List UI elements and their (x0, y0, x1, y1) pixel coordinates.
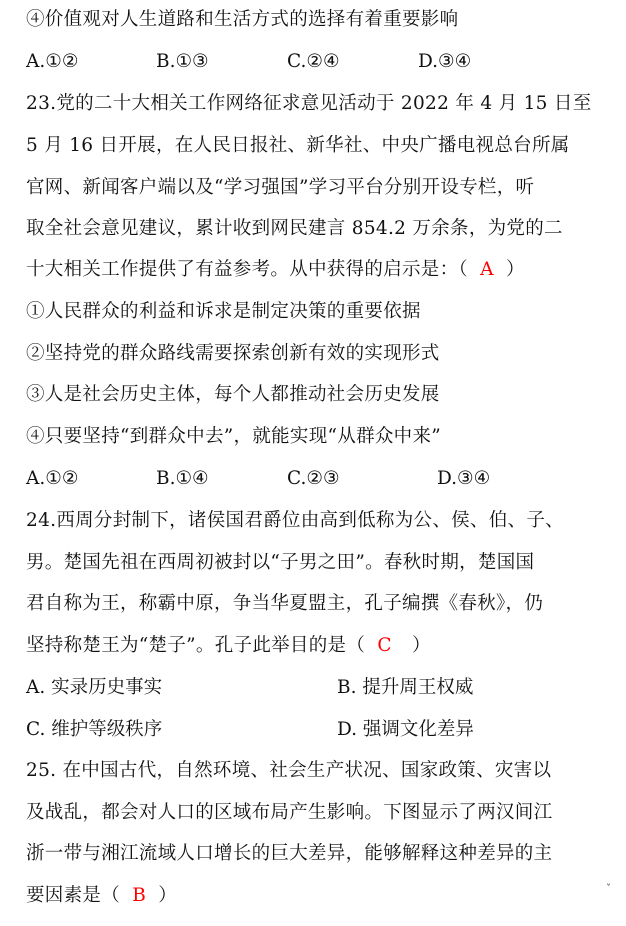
q22-option-c: C.②④ (287, 51, 340, 72)
q24-option-c: C. 维护等级秩序 (26, 719, 163, 740)
q24-answer: C (377, 635, 392, 656)
q24-line: 男。楚国先祖在西周初被封以“子男之田”。春秋时期，楚国国 (26, 552, 535, 573)
q24-option-b: B. 提升周王权威 (337, 677, 474, 698)
q22-option-a: A.①② (26, 51, 79, 72)
q23-option-b: B.①④ (156, 468, 209, 489)
q23-line: 取全社会意见建议，累计收到网民建言 854.2 万余条，为党的二 (26, 218, 563, 239)
q23-statement-4: ④只要坚持“到群众中去”，就能实现“从群众中来” (26, 426, 442, 447)
q25-prompt-text: 要因素是（ (26, 885, 121, 906)
q23-close-paren: ） (506, 259, 525, 280)
q24-line: 24.西周分封制下，诸侯国君爵位由高到低称为公、侯、伯、子、 (26, 510, 564, 531)
q25-prompt (26, 884, 177, 908)
q25-answer: B (132, 885, 147, 906)
q22-option-d: D.③④ (418, 51, 472, 72)
q23-line: 官网、新闻客户端以及“学习强国”学习平台分别开设专栏，听 (26, 177, 535, 198)
q24-prompt (26, 634, 431, 658)
q25-line: 25. 在中国古代，自然环境、社会生产状况、国家政策、灾害以 (26, 760, 552, 781)
q23-statement-2: ②坚持党的群众路线需要探索创新有效的实现形式 (26, 343, 440, 364)
q23-statement-3: ③人是社会历史主体，每个人都推动社会历史发展 (26, 384, 440, 405)
q23-line: 5 月 16 日开展，在人民日报社、新华社、中央广播电视总台所属 (26, 135, 570, 156)
q23-option-d: D.③④ (437, 468, 491, 489)
q24-line: 君自称为王，称霸中原，争当华夏盟主，孔子编撰《春秋》，仍 (26, 593, 544, 614)
q24-option-d: D. 强调文化差异 (337, 719, 474, 740)
q25-line: 浙一带与湘江流域人口增长的巨大差异，能够解释这种差异的主 (26, 843, 553, 864)
q23-statement-1: ①人民群众的利益和诉求是制定决策的重要依据 (26, 301, 421, 322)
q24-close-paren: ） (411, 635, 431, 656)
q23-option-c: C.②③ (287, 468, 340, 489)
q23-prompt (26, 258, 525, 282)
q23-answer: A (480, 259, 494, 280)
q23-option-a: A.①② (26, 468, 79, 489)
q23-prompt-text: 十大相关工作提供了有益参考。从中获得的启示是：（ (26, 259, 468, 280)
caret-mark-icon: ˇ (606, 884, 611, 895)
q22-option-b: B.①③ (156, 51, 209, 72)
q25-line: 及战乱，都会对人口的区域布局产生影响。下图显示了两汉间江 (26, 802, 553, 823)
q24-prompt-text: 坚持称楚王为“楚子”。孔子此举目的是（ (26, 635, 366, 656)
q22-statement-4: ④价值观对人生道路和生活方式的选择有着重要影响 (26, 9, 459, 30)
q25-close-paren: ） (158, 885, 178, 906)
q24-option-a: A. 实录历史事实 (26, 677, 163, 698)
q23-line: 23.党的二十大相关工作网络征求意见活动于 2022 年 4 月 15 日至 (26, 93, 592, 114)
